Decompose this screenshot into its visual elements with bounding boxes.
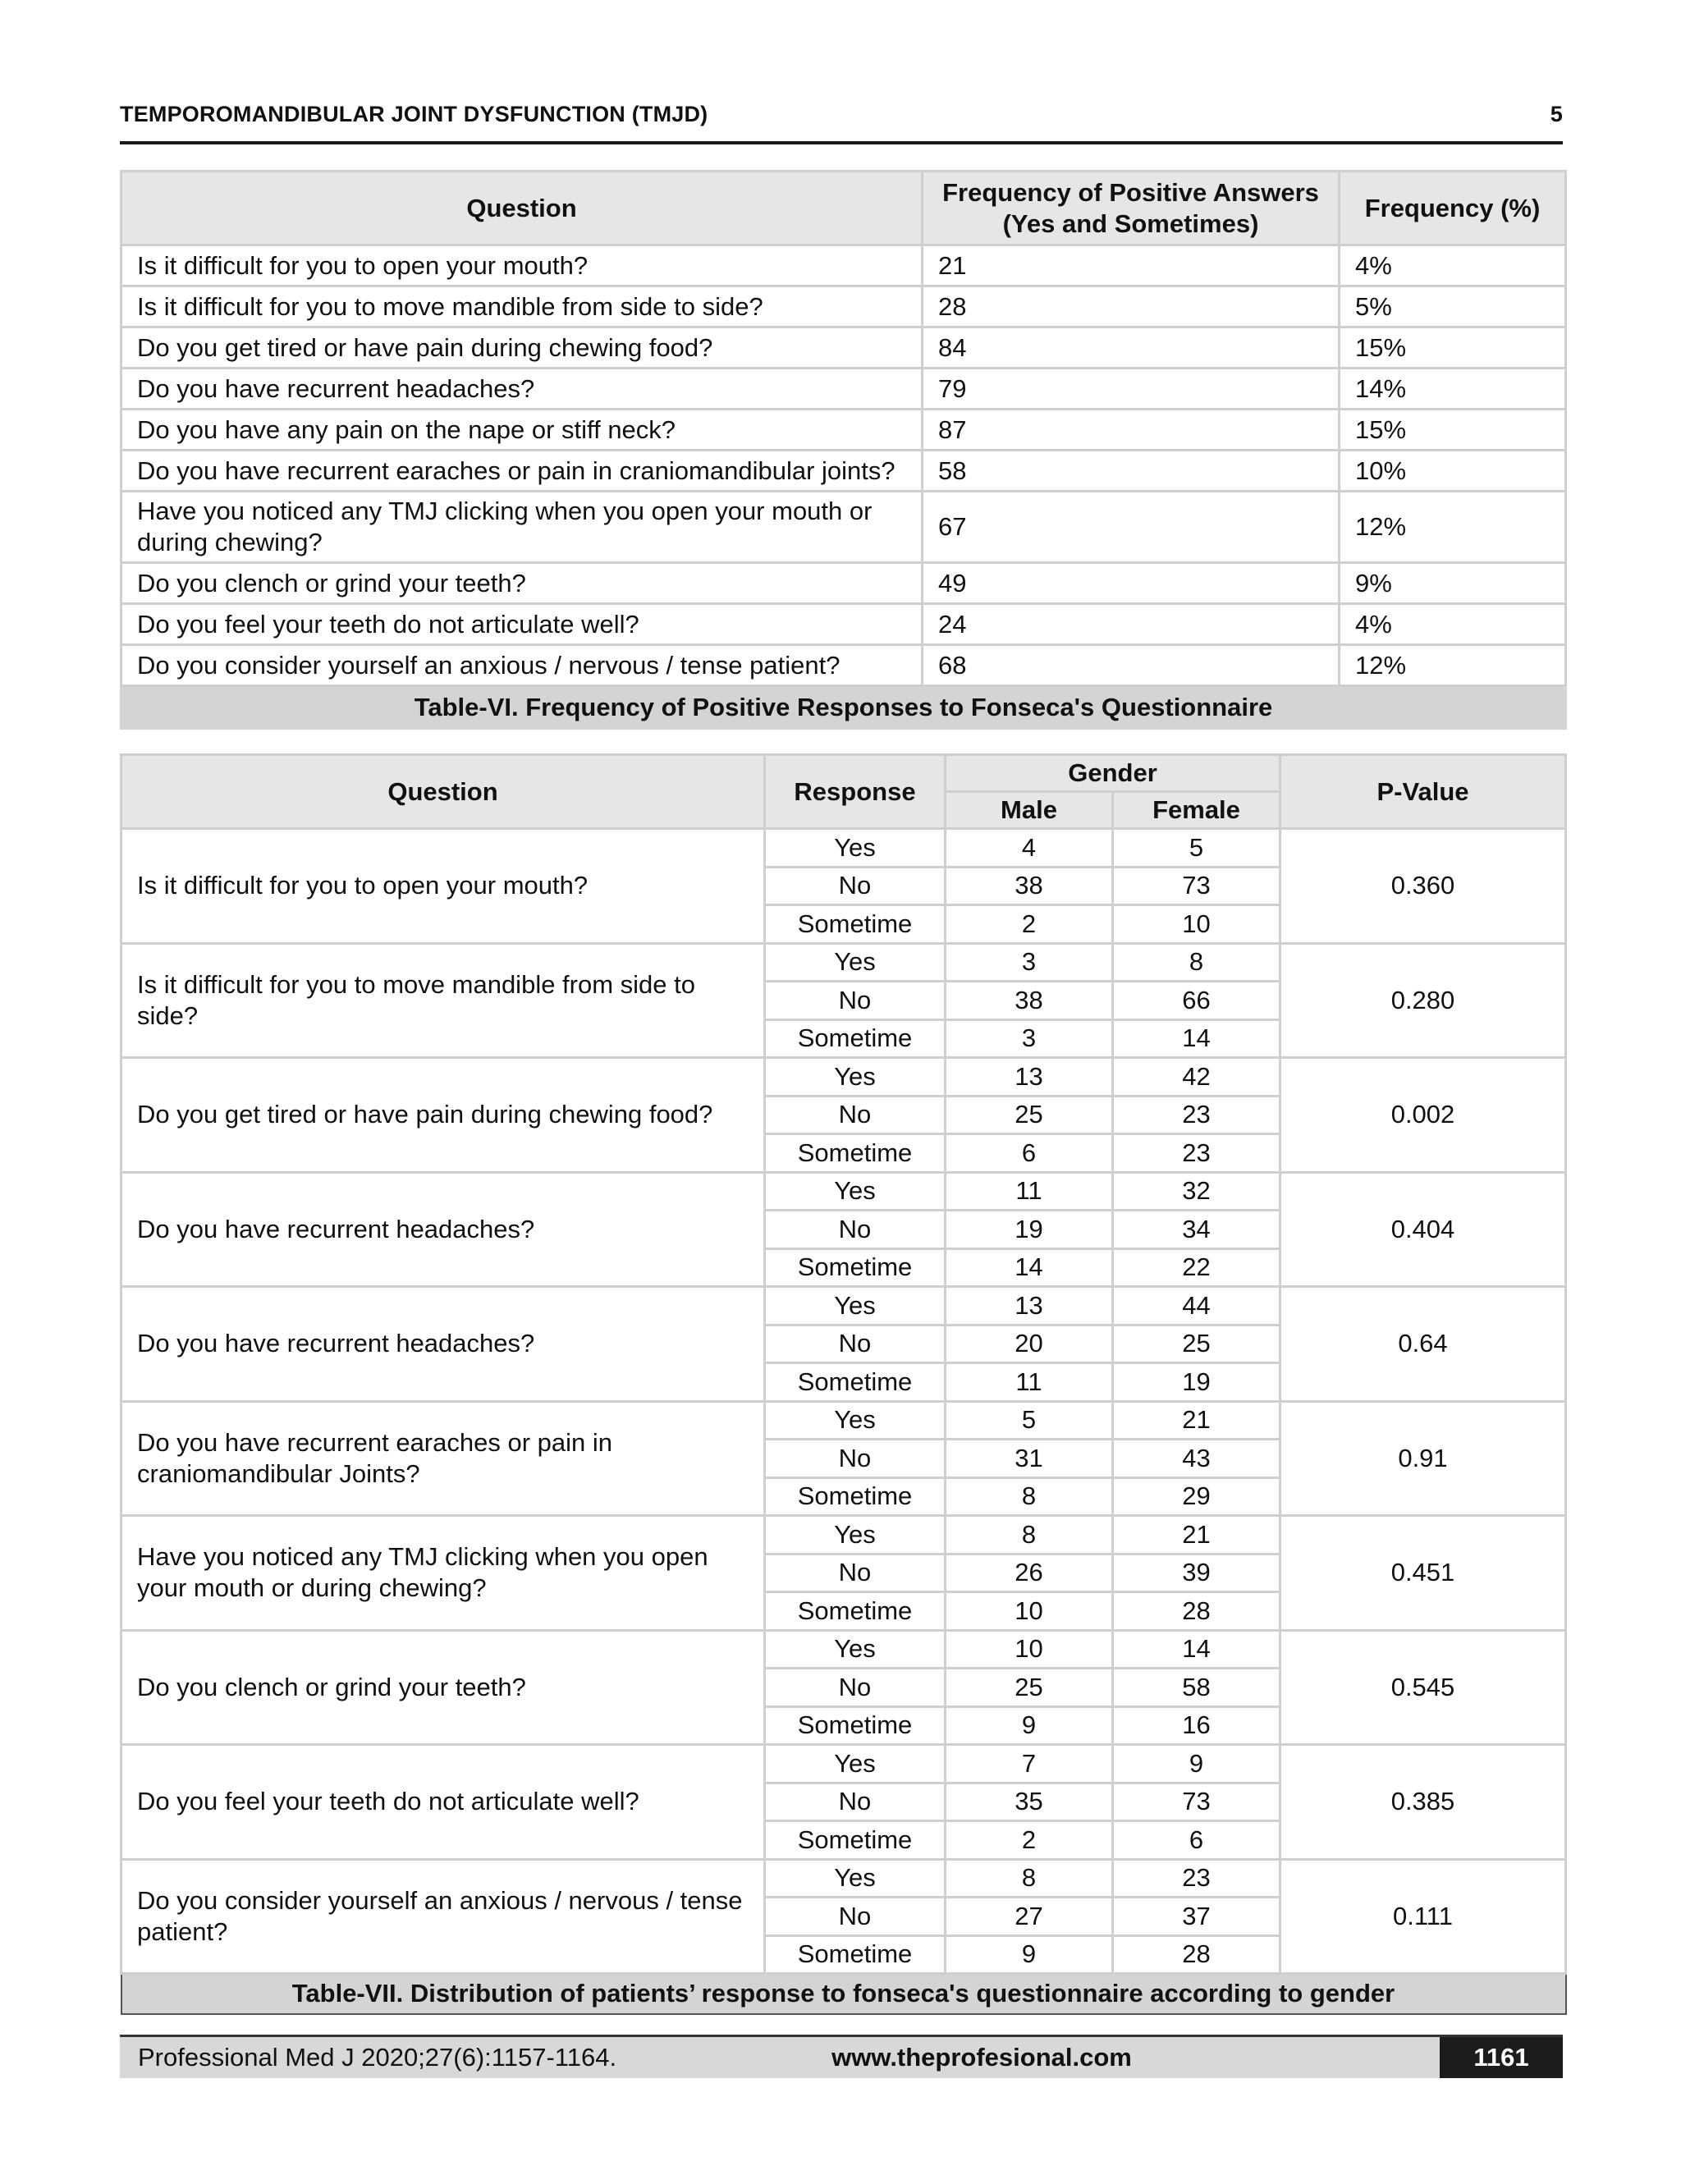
p-value-cell: 0.111 xyxy=(1280,1859,1566,1974)
percent-cell: 5% xyxy=(1340,286,1566,327)
question-cell: Is it difficult for you to open your mouth? xyxy=(121,245,923,286)
p-value-cell: 0.385 xyxy=(1280,1745,1566,1860)
t6-header-frequency: Frequency of Positive Answers (Yes and Sometimes) xyxy=(923,172,1340,245)
question-cell: Is it difficult for you to open your mouth? xyxy=(121,829,765,944)
response-cell: Sometime xyxy=(765,905,946,944)
table-row xyxy=(121,327,1566,369)
t7-header-question: Question xyxy=(121,755,765,829)
response-cell: Sometime xyxy=(765,1592,946,1631)
frequency-cell: 24 xyxy=(923,604,1340,645)
table-row xyxy=(121,645,1566,686)
table-row xyxy=(121,1401,1566,1440)
t7-header-pvalue: P-Value xyxy=(1280,755,1566,829)
table-row xyxy=(121,563,1566,604)
frequency-cell: 58 xyxy=(923,451,1340,492)
female-count-cell: 23 xyxy=(1113,1859,1280,1898)
response-cell: Sometime xyxy=(765,1477,946,1516)
female-count-cell: 43 xyxy=(1113,1440,1280,1478)
male-count-cell: 7 xyxy=(946,1745,1113,1783)
table-row xyxy=(121,1745,1566,1783)
male-count-cell: 13 xyxy=(946,1058,1113,1097)
female-count-cell: 44 xyxy=(1113,1287,1280,1326)
percent-cell: 10% xyxy=(1340,451,1566,492)
response-cell: No xyxy=(765,1440,946,1478)
male-count-cell: 11 xyxy=(946,1172,1113,1211)
frequency-cell: 68 xyxy=(923,645,1340,686)
female-count-cell: 34 xyxy=(1113,1211,1280,1249)
response-cell: No xyxy=(765,1096,946,1134)
question-cell: Do you clench or grind your teeth? xyxy=(121,1630,765,1745)
response-cell: No xyxy=(765,867,946,905)
male-count-cell: 10 xyxy=(946,1630,1113,1669)
response-cell: No xyxy=(765,1669,946,1707)
male-count-cell: 14 xyxy=(946,1248,1113,1287)
response-cell: Yes xyxy=(765,1516,946,1554)
table-row xyxy=(121,410,1566,451)
t6-header-question: Question xyxy=(121,172,923,245)
response-cell: No xyxy=(765,1211,946,1249)
question-cell: Do you have recurrent headaches? xyxy=(121,1287,765,1402)
t6-header-percent: Frequency (%) xyxy=(1340,172,1566,245)
question-cell: Do you consider yourself an anxious / nervous / tense patient? xyxy=(121,645,923,686)
question-cell: Have you noticed any TMJ clicking when you open your mouth or during chewing? xyxy=(121,1516,765,1631)
question-cell: Do you feel your teeth do not articulate well? xyxy=(121,1745,765,1860)
male-count-cell: 4 xyxy=(946,829,1113,868)
response-cell: Yes xyxy=(765,1745,946,1783)
p-value-cell: 0.404 xyxy=(1280,1172,1566,1287)
question-cell: Do you have recurrent headaches? xyxy=(121,369,923,410)
male-count-cell: 8 xyxy=(946,1859,1113,1898)
question-cell: Do you get tired or have pain during chewing food? xyxy=(121,327,923,369)
page-footer xyxy=(120,2035,1563,2078)
female-count-cell: 28 xyxy=(1113,1935,1280,1974)
male-count-cell: 2 xyxy=(946,1821,1113,1860)
p-value-cell: 0.280 xyxy=(1280,943,1566,1058)
male-count-cell: 25 xyxy=(946,1096,1113,1134)
frequency-cell: 28 xyxy=(923,286,1340,327)
male-count-cell: 19 xyxy=(946,1211,1113,1249)
table-row xyxy=(121,1859,1566,1898)
question-cell: Is it difficult for you to move mandible from side to side? xyxy=(121,286,923,327)
female-count-cell: 14 xyxy=(1113,1630,1280,1669)
female-count-cell: 66 xyxy=(1113,982,1280,1020)
table-row xyxy=(121,1172,1566,1211)
female-count-cell: 29 xyxy=(1113,1477,1280,1516)
male-count-cell: 27 xyxy=(946,1898,1113,1936)
table-row xyxy=(121,286,1566,327)
response-cell: Sometime xyxy=(765,1019,946,1058)
percent-cell: 12% xyxy=(1340,645,1566,686)
female-count-cell: 14 xyxy=(1113,1019,1280,1058)
response-cell: Sometime xyxy=(765,1821,946,1860)
female-count-cell: 8 xyxy=(1113,943,1280,982)
p-value-cell: 0.91 xyxy=(1280,1401,1566,1516)
question-cell: Do you get tired or have pain during chewing food? xyxy=(121,1058,765,1173)
male-count-cell: 3 xyxy=(946,1019,1113,1058)
male-count-cell: 8 xyxy=(946,1516,1113,1554)
table-row xyxy=(121,1058,1566,1097)
female-count-cell: 23 xyxy=(1113,1134,1280,1173)
table-row xyxy=(121,245,1566,286)
response-cell: Yes xyxy=(765,943,946,982)
male-count-cell: 38 xyxy=(946,867,1113,905)
table-row xyxy=(121,492,1566,563)
frequency-cell: 84 xyxy=(923,327,1340,369)
male-count-cell: 3 xyxy=(946,943,1113,982)
response-cell: No xyxy=(765,1783,946,1821)
running-header xyxy=(120,102,1563,144)
question-cell: Have you noticed any TMJ clicking when you open your mouth or during chewing? xyxy=(121,492,923,563)
response-cell: Sometime xyxy=(765,1134,946,1173)
table-row xyxy=(121,829,1566,868)
response-cell: Yes xyxy=(765,1172,946,1211)
question-cell: Do you feel your teeth do not articulate well? xyxy=(121,604,923,645)
table-vi xyxy=(120,170,1567,730)
question-cell: Is it difficult for you to move mandible from side to side? xyxy=(121,943,765,1058)
percent-cell: 4% xyxy=(1340,604,1566,645)
citation: Professional Med J 2020;27(6):1157-1164. xyxy=(138,2043,617,2072)
female-count-cell: 21 xyxy=(1113,1401,1280,1440)
percent-cell: 9% xyxy=(1340,563,1566,604)
male-count-cell: 25 xyxy=(946,1669,1113,1707)
male-count-cell: 38 xyxy=(946,982,1113,1020)
response-cell: Sometime xyxy=(765,1706,946,1745)
question-cell: Do you have recurrent earaches or pain in craniomandibular joints? xyxy=(121,451,923,492)
female-count-cell: 19 xyxy=(1113,1363,1280,1402)
p-value-cell: 0.002 xyxy=(1280,1058,1566,1173)
p-value-cell: 0.451 xyxy=(1280,1516,1566,1631)
female-count-cell: 23 xyxy=(1113,1096,1280,1134)
female-count-cell: 37 xyxy=(1113,1898,1280,1936)
response-cell: Yes xyxy=(765,1859,946,1898)
footer-page-number: 1161 xyxy=(1440,2037,1563,2078)
table-row xyxy=(121,1287,1566,1326)
caption-row xyxy=(121,1974,1566,2014)
female-count-cell: 42 xyxy=(1113,1058,1280,1097)
response-cell: Yes xyxy=(765,1287,946,1326)
response-cell: Sometime xyxy=(765,1935,946,1974)
percent-cell: 14% xyxy=(1340,369,1566,410)
response-cell: No xyxy=(765,1325,946,1363)
percent-cell: 15% xyxy=(1340,410,1566,451)
frequency-cell: 49 xyxy=(923,563,1340,604)
question-cell: Do you consider yourself an anxious / nervous / tense patient? xyxy=(121,1859,765,1974)
response-cell: No xyxy=(765,1554,946,1592)
caption-row xyxy=(121,686,1566,729)
response-cell: No xyxy=(765,1898,946,1936)
t7-header-response: Response xyxy=(765,755,946,829)
website-link[interactable]: www.theprofesional.com xyxy=(831,2043,1132,2072)
table-row xyxy=(121,1516,1566,1554)
percent-cell: 12% xyxy=(1340,492,1566,563)
female-count-cell: 73 xyxy=(1113,867,1280,905)
p-value-cell: 0.360 xyxy=(1280,829,1566,944)
table-vi-caption: Table-VI. Frequency of Positive Responses to Fonseca's Questionnaire xyxy=(121,686,1566,729)
response-cell: Yes xyxy=(765,829,946,868)
female-count-cell: 10 xyxy=(1113,905,1280,944)
percent-cell: 4% xyxy=(1340,245,1566,286)
table-row xyxy=(121,451,1566,492)
female-count-cell: 32 xyxy=(1113,1172,1280,1211)
male-count-cell: 20 xyxy=(946,1325,1113,1363)
t7-header-female: Female xyxy=(1113,792,1280,829)
table-vii-caption: Table-VII. Distribution of patients’ response to fonseca's questionnaire according to gender xyxy=(121,1974,1566,2014)
table-row xyxy=(121,943,1566,982)
response-cell: Yes xyxy=(765,1630,946,1669)
response-cell: Sometime xyxy=(765,1248,946,1287)
question-cell: Do you have recurrent earaches or pain in craniomandibular Joints? xyxy=(121,1401,765,1516)
male-count-cell: 10 xyxy=(946,1592,1113,1631)
response-cell: Yes xyxy=(765,1401,946,1440)
female-count-cell: 9 xyxy=(1113,1745,1280,1783)
male-count-cell: 8 xyxy=(946,1477,1113,1516)
male-count-cell: 6 xyxy=(946,1134,1113,1173)
t7-header-male: Male xyxy=(946,792,1113,829)
table-row xyxy=(121,1630,1566,1669)
female-count-cell: 39 xyxy=(1113,1554,1280,1592)
male-count-cell: 9 xyxy=(946,1706,1113,1745)
male-count-cell: 5 xyxy=(946,1401,1113,1440)
male-count-cell: 9 xyxy=(946,1935,1113,1974)
question-cell: Do you have recurrent headaches? xyxy=(121,1172,765,1287)
frequency-cell: 67 xyxy=(923,492,1340,563)
percent-cell: 15% xyxy=(1340,327,1566,369)
running-title: TEMPOROMANDIBULAR JOINT DYSFUNCTION (TMJD) xyxy=(120,102,708,126)
male-count-cell: 31 xyxy=(946,1440,1113,1478)
table-row xyxy=(121,604,1566,645)
question-cell: Do you clench or grind your teeth? xyxy=(121,563,923,604)
table-vii xyxy=(120,753,1567,2015)
female-count-cell: 21 xyxy=(1113,1516,1280,1554)
table-row xyxy=(121,369,1566,410)
t7-header-gender: Gender xyxy=(946,755,1280,792)
frequency-cell: 21 xyxy=(923,245,1340,286)
male-count-cell: 11 xyxy=(946,1363,1113,1402)
p-value-cell: 0.64 xyxy=(1280,1287,1566,1402)
male-count-cell: 2 xyxy=(946,905,1113,944)
header-page-number: 5 xyxy=(1550,102,1563,126)
response-cell: No xyxy=(765,982,946,1020)
p-value-cell: 0.545 xyxy=(1280,1630,1566,1745)
male-count-cell: 26 xyxy=(946,1554,1113,1592)
female-count-cell: 58 xyxy=(1113,1669,1280,1707)
female-count-cell: 6 xyxy=(1113,1821,1280,1860)
response-cell: Yes xyxy=(765,1058,946,1097)
frequency-cell: 79 xyxy=(923,369,1340,410)
female-count-cell: 28 xyxy=(1113,1592,1280,1631)
female-count-cell: 25 xyxy=(1113,1325,1280,1363)
female-count-cell: 5 xyxy=(1113,829,1280,868)
male-count-cell: 35 xyxy=(946,1783,1113,1821)
response-cell: Sometime xyxy=(765,1363,946,1402)
question-cell: Do you have any pain on the nape or stiff neck? xyxy=(121,410,923,451)
male-count-cell: 13 xyxy=(946,1287,1113,1326)
female-count-cell: 16 xyxy=(1113,1706,1280,1745)
frequency-cell: 87 xyxy=(923,410,1340,451)
female-count-cell: 73 xyxy=(1113,1783,1280,1821)
female-count-cell: 22 xyxy=(1113,1248,1280,1287)
